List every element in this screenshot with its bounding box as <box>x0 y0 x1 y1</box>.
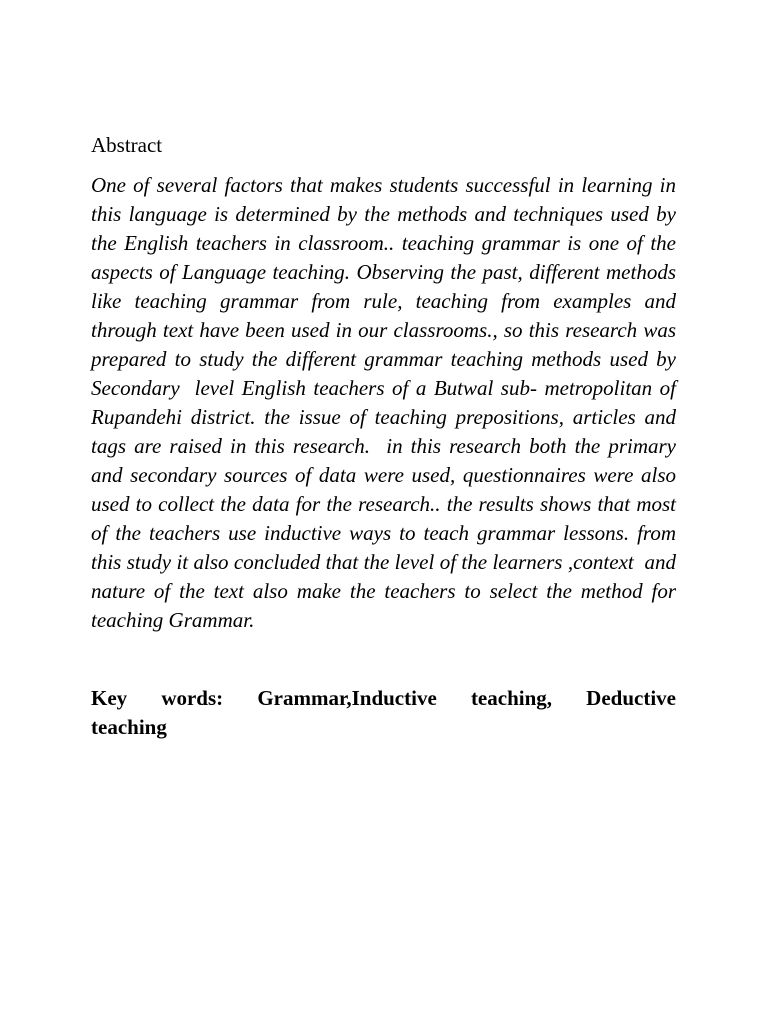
abstract-section <box>91 131 682 742</box>
abstract-body-text: One of several factors that makes students successful in learning in this language is determined by the methods and techniques used by the English teachers in classroom.. teaching grammar is one of the aspects of Language teaching. Observing the past, different methods like teaching grammar from rule, teaching from examples and through text have been used in our classrooms., so this research was prepared to study the different grammar teaching methods used by Secondary level English teachers of a Butwal sub- metropolitan of Rupandehi district. the issue of teaching prepositions, articles and tags are raised in this research. in this research both the primary and secondary sources of data were used, questionnaires were also used to collect the data for the research.. the results shows that most of the teachers use inductive ways to teach grammar lessons. from this study it also concluded that the level of the learners ,context and nature of the text also make the teachers to select the method for teaching Grammar. <box>91 173 682 632</box>
abstract-heading: Abstract <box>91 133 163 157</box>
keywords-line-1: Key words: Grammar,Inductive teaching, Deductive <box>91 686 676 710</box>
keywords-line-2: teaching <box>91 715 167 739</box>
keywords-paragraph <box>91 684 676 742</box>
